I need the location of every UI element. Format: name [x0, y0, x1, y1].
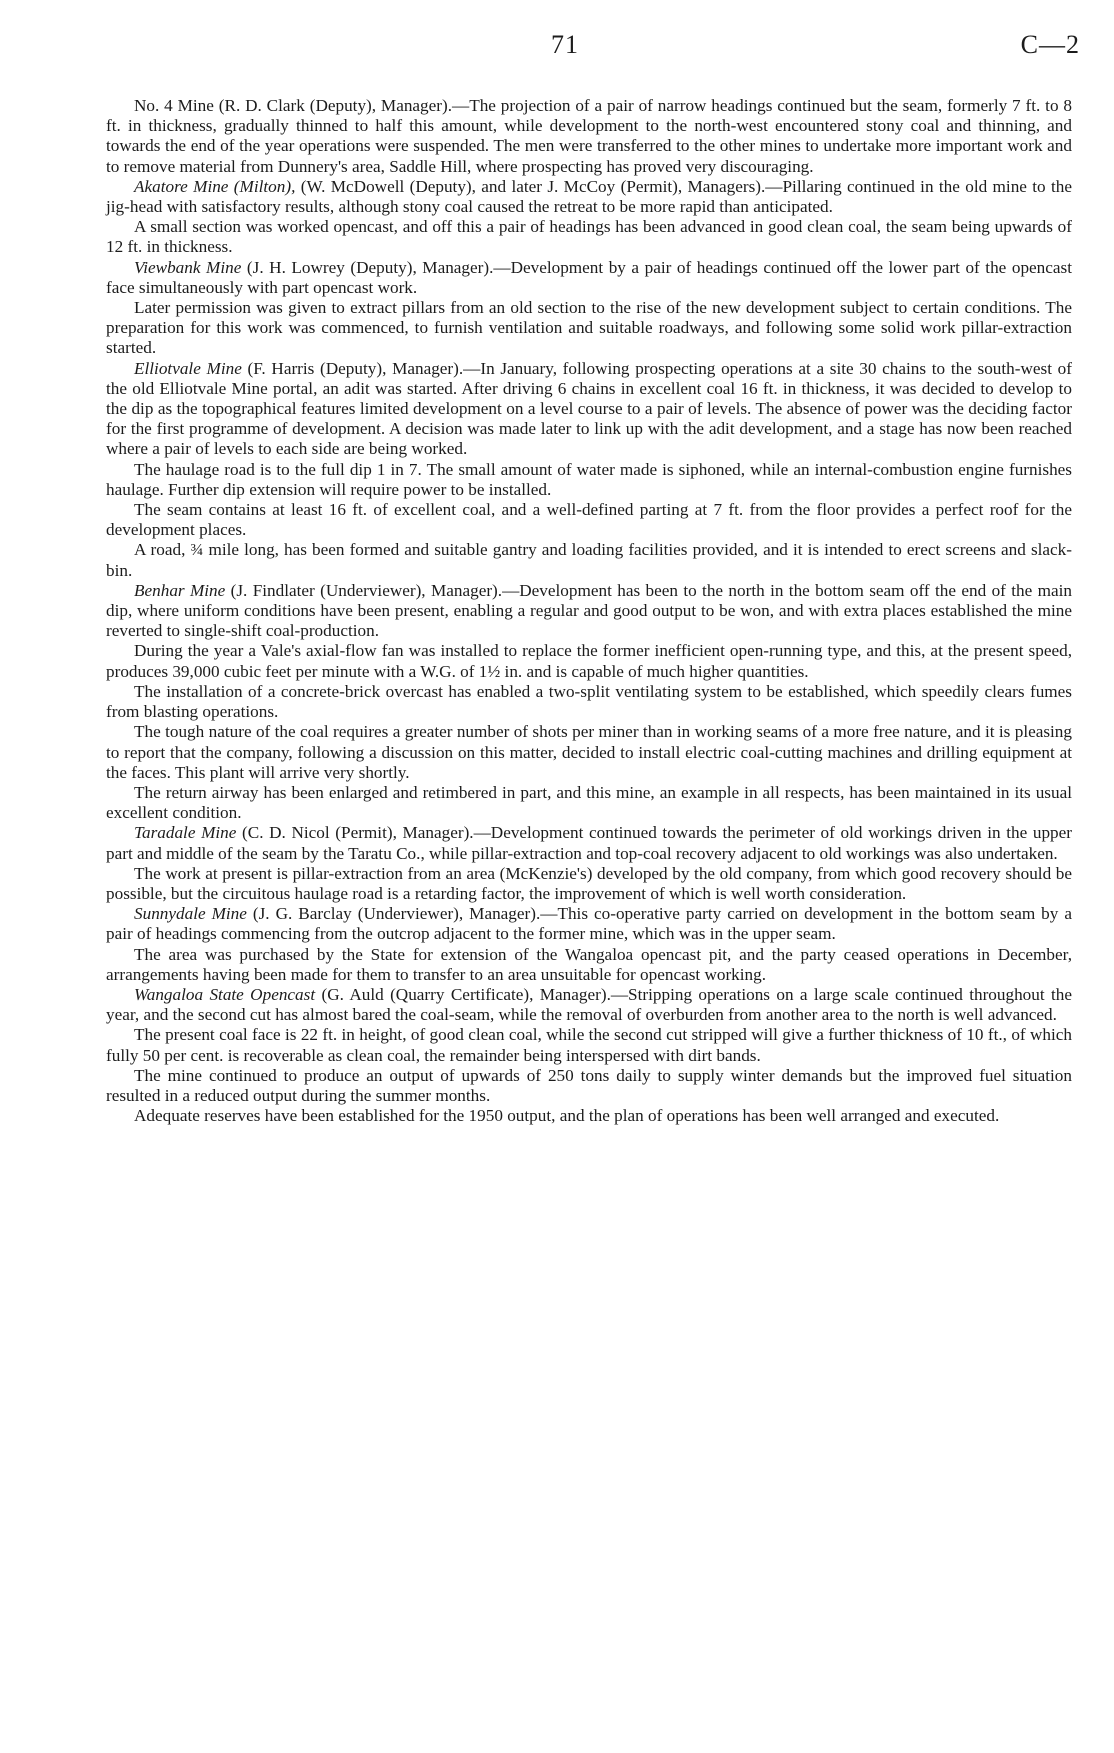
paragraph-text: (W. McDowell (Deputy), and later J. McCoy (Permit), Managers).—Pillaring continued in the old mine to the jig-head with satisfactory results, although stony coal caused the retreat to be more rapid than anticipated. [106, 176, 1072, 217]
paragraph-text: The tough nature of the coal requires a greater number of shots per miner than in working seams of a more free nature, and it is pleasing to report that the company, following a discussion on this matter, decided to install electric coal-cutting machines and drilling equipment at the faces. This plant will arrive very shortly. [106, 722, 1072, 782]
paragraph-text: (F. Harris (Deputy), Manager).—In January, following prospecting operations at a site 30 chains to the south-west of the old Elliotvale Mine portal, an adit was started. After driving 6 chains in excellent coal 16 ft. in thickness, it was decided to develop to the dip as the topographical features limited development on a level course to a pair of levels. The absence of power was the deciding factor for the first programme of development. A decision was made later to link up with the adit development, and a stage has now been reached where a pair of levels to each side are being worked. [106, 358, 1072, 459]
paragraph-text: (J. G. Barclay (Underviewer), Manager).—This co-operative party carried on development in the bottom seam by a pair of headings commencing from the outcrop adjacent to the former mine, which was in the upper seam. [106, 904, 1072, 944]
mine-name: Taradale Mine [134, 823, 237, 843]
page-reference: C—2 [1020, 30, 1080, 59]
paragraph-text: The installation of a concrete-brick overcast has enabled a two-split ventilating system to be established, which speedily clears fumes from blasting operations. [106, 681, 1072, 722]
paragraph-benhar-mine [106, 581, 1072, 642]
paragraph [106, 1066, 1072, 1106]
paragraph-elliotvale-mine [106, 359, 1072, 460]
paragraph [106, 641, 1072, 681]
paragraph-text: The area was purchased by the State for extension of the Wangaloa opencast pit, and the party ceased operations in December, arrangements having been made for them to transfer to an area unsuitable for opencast working. [106, 944, 1072, 984]
mine-name: Wangaloa State Opencast [134, 984, 316, 1004]
paragraph-akatore-mine [106, 177, 1072, 217]
paragraph [106, 945, 1072, 985]
mine-name: Elliotvale Mine [134, 358, 242, 378]
paragraph-text: The present coal face is 22 ft. in height, of good clean coal, while the second cut stripped will give a further thickness of 10 ft., of which fully 50 per cent. is recoverable as clean coal, the remainder being interspersed with dirt bands. [106, 1025, 1072, 1065]
paragraph-sunnydale-mine [106, 904, 1072, 944]
paragraph-text: The work at present is pillar-extraction from an area (McKenzie's) developed by the old company, from which good recovery should be possible, but the circuitous haulage road is a retarding factor, the improvement of which is well worth consideration. [106, 863, 1072, 903]
paragraph [106, 217, 1072, 257]
paragraph [106, 722, 1072, 783]
mine-name: Sunnydale Mine [134, 904, 247, 924]
paragraph [106, 298, 1072, 359]
paragraph [106, 1106, 1072, 1126]
paragraph-wangaloa-opencast [106, 985, 1072, 1025]
mine-name: Viewbank Mine [134, 257, 242, 277]
paragraph-taradale-mine [106, 823, 1072, 863]
paragraph-text: Adequate reserves have been established for the 1950 output, and the plan of operations has been well arranged and executed. [134, 1106, 1000, 1126]
paragraph-text: The haulage road is to the full dip 1 in 7. The small amount of water made is siphoned, while an internal-combustion engine furnishes haulage. Further dip extension will require power to be installed. [106, 459, 1072, 499]
paragraph-text: (C. D. Nicol (Permit), Manager).—Development continued towards the perimeter of old workings driven in the upper part and middle of the seam by the Taratu Co., while pillar-extraction and top-coal recovery adjacent to old workings was also undertaken. [106, 823, 1072, 863]
paragraph [106, 540, 1072, 580]
paragraph-text: The return airway has been enlarged and retimbered in part, and this mine, an example in all respects, has been maintained in its usual excellent condition. [106, 782, 1072, 823]
paragraph-text: The seam contains at least 16 ft. of excellent coal, and a well-defined parting at 7 ft. from the floor provides a perfect roof for the development places. [106, 500, 1072, 540]
paragraph-text: (J. H. Lowrey (Deputy), Manager).—Development by a pair of headings continued off the lower part of the opencast face simultaneously with part opencast work. [106, 257, 1072, 297]
paragraph [106, 500, 1072, 540]
paragraph-text: (J. Findlater (Underviewer), Manager).—Development has been to the north in the bottom seam off the end of the main dip, where uniform conditions have been present, enabling a regular and good output to be won, and with extra places established the mine reverted to single-shift coal-production. [106, 580, 1072, 641]
paragraph-text: A small section was worked opencast, and off this a pair of headings has been advanced in good clean coal, the seam being upwards of 12 ft. in thickness. [106, 217, 1072, 257]
paragraph [106, 1025, 1072, 1065]
paragraph [106, 783, 1072, 823]
paragraph-text: A road, ¾ mile long, has been formed and suitable gantry and loading facilities provided, and it is intended to erect screens and slack-bin. [106, 540, 1072, 580]
paragraph-no4-mine [106, 96, 1072, 177]
paragraph-text: No. 4 Mine (R. D. Clark (Deputy), Manager).—The projection of a pair of narrow headings continued but the seam, formerly 7 ft. to 8 ft. in thickness, gradually thinned to half this amount, while development to the north-west encountered stony coal and thinning, and towards the end of the year operations were suspended. The men were transferred to the other mines to undertake more important work and to remove material from Dunnery's area, Saddle Hill, where prospecting has proved very discouraging. [106, 96, 1072, 176]
paragraph [106, 682, 1072, 722]
paragraph-text: The mine continued to produce an output of upwards of 250 tons daily to supply winter demands but the improved fuel situation resulted in a reduced output during the summer months. [106, 1065, 1072, 1105]
mine-name: Akatore Mine (Milton), [134, 176, 296, 196]
page-number: 71 [551, 30, 579, 59]
paragraph [106, 460, 1072, 500]
paragraph-text: Later permission was given to extract pillars from an old section to the rise of the new development subject to certain conditions. The preparation for this work was commenced, to furnish ventilation and suitable roadways, and following some solid work pillar-extraction started. [106, 298, 1072, 358]
body-text [106, 96, 1072, 1126]
paragraph-viewbank-mine [106, 258, 1072, 298]
paragraph-text: (G. Auld (Quarry Certificate), Manager).—Stripping operations on a large scale continued throughout the year, and the second cut has almost bared the coal-seam, while the removal of overburden from another area to the north is well advanced. [106, 984, 1072, 1025]
paragraph [106, 864, 1072, 904]
paragraph-text: During the year a Vale's axial-flow fan was installed to replace the former inefficient open-running type, and this, at the present speed, produces 39,000 cubic feet per minute with a W.G. of 1½ in. and is capable of much higher quantities. [106, 641, 1072, 681]
mine-name: Benhar Mine [134, 580, 226, 600]
